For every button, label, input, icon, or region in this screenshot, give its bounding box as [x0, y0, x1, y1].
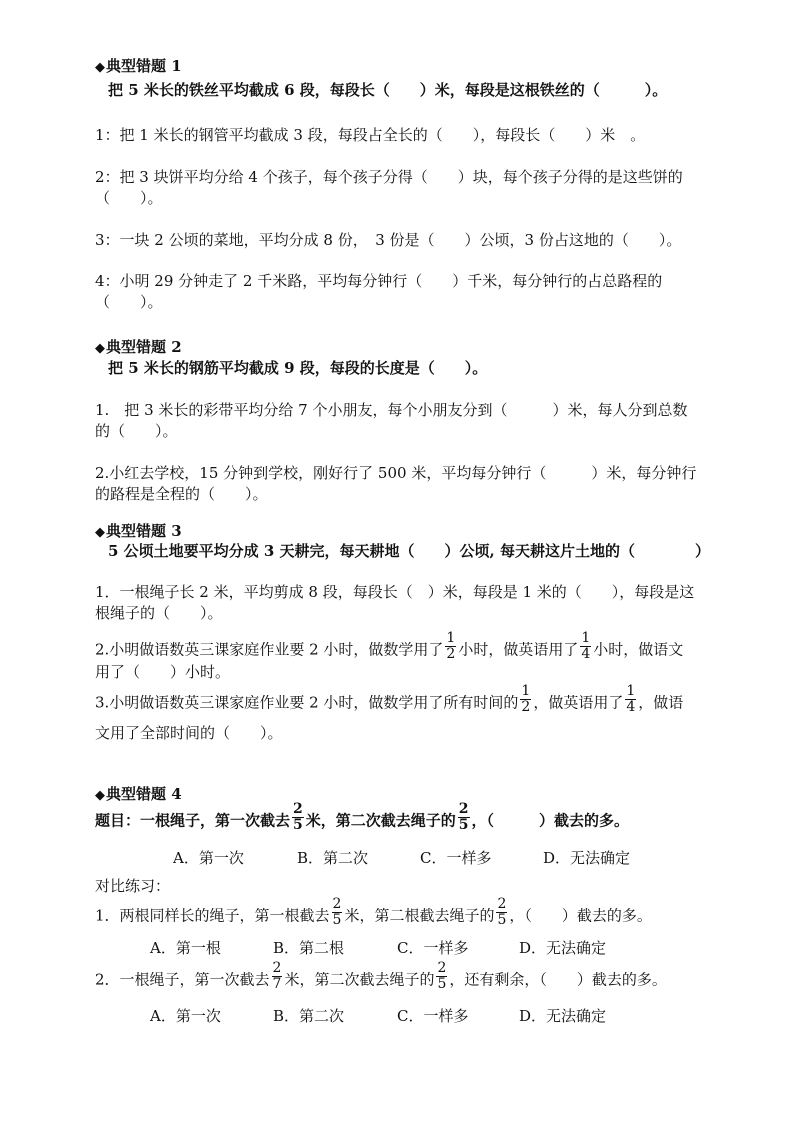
fraction-one-quarter: $\frac{1}{4}$ — [581, 630, 591, 662]
fraction-two-fifths: $\frac{2}{5}$ — [497, 896, 507, 928]
fraction-two-fifths: $\frac{2}{5}$ — [458, 801, 469, 833]
section-2-item-2-cont: 的路程是全程的（ ）。 — [95, 485, 268, 503]
section-3-q1-cont: 根绳子的（ ）。 — [95, 604, 223, 622]
section-3-q3: 3.小明做语数英三课家庭作业要 2 小时，做数学用了所有时间的 $\frac{1}{2}$ ，做英语用了 $\frac{1}{4}$ ，做语 — [95, 683, 684, 715]
section-1-item-2: 2：把 3 块饼平均分给 4 个孩子，每个孩子分得（ ）块，每个孩子分得的是这些饼的 — [95, 168, 683, 186]
section-2-item-1: 1. 把 3 米长的彩带平均分给 7 个小朋友，每个小朋友分到（ ）米，每人分到总数 — [95, 401, 688, 419]
option-b: B．第二根 — [273, 939, 345, 957]
fraction-one-quarter: $\frac{1}{4}$ — [626, 683, 636, 715]
section-2-item-2: 2.小红去学校，15 分钟到学校，刚好行了 500 米，平均每分钟行（ ）米，每分钟行 — [95, 464, 697, 482]
fraction-two-fifths: $\frac{2}{5}$ — [332, 896, 342, 928]
section-1-problem: 把 5 米长的铁丝平均截成 6 段，每段长（ ）米，每段是这根铁丝的（ ）。 — [108, 81, 668, 99]
section-2-item-1-cont: 的（ ）。 — [95, 422, 178, 440]
option-a: A．第一根 — [150, 939, 221, 957]
option-c: C．一样多 — [397, 939, 469, 957]
option-a: A．第一次 — [173, 849, 244, 867]
contrast-q2: 2．一根绳子，第一次截去 $\frac{2}{7}$ 米，第二次截去绳子的 $\frac{2}{5}$ ，还有剩余，（ ）截去的多。 — [95, 960, 667, 992]
section-2-problem: 把 5 米长的钢筋平均截成 9 段，每段的长度是（ ）。 — [108, 359, 488, 377]
section-1-item-2-cont: （ ）。 — [95, 189, 163, 207]
section-3-q2: 2.小明做语数英三课家庭作业要 2 小时，做数学用了 $\frac{1}{2}$ 小时，做英语用了 $\frac{1}{4}$ 小时，做语文 — [95, 630, 684, 662]
section-1-item-4-cont: （ ）。 — [95, 293, 163, 311]
option-b: B．第二次 — [297, 849, 369, 867]
section-3-problem: 5 公顷土地要平均分成 3 天耕完，每天耕地（ ）公顷, 每天耕这片土地的（ ） — [108, 542, 710, 560]
section-3-title: ◆典型错题 3 — [95, 522, 182, 540]
section-4-title: ◆典型错题 4 — [95, 785, 182, 803]
option-b: B．第二次 — [273, 1007, 345, 1025]
section-2-title: ◆典型错题 2 — [95, 338, 182, 356]
contrast-heading: 对比练习： — [95, 877, 171, 895]
section-3-q2-cont: 用了（ ）小时。 — [95, 663, 231, 681]
section-4-problem: 题目：一根绳子，第一次截去 $\frac{2}{5}$ 米，第二次截去绳子的 $\frac{2}{5}$ ，（ ）截去的多。 — [95, 801, 630, 833]
fraction-one-half: $\frac{1}{2}$ — [521, 683, 531, 715]
option-c: C．一样多 — [397, 1007, 469, 1025]
section-1-item-1: 1：把 1 米长的钢管平均截成 3 段，每段占全长的（ ），每段长（ ）米 。 — [95, 126, 646, 144]
option-d: D．无法确定 — [519, 1007, 607, 1025]
fraction-two-fifths: $\frac{2}{5}$ — [437, 960, 447, 992]
contrast-q1: 1．两根同样长的绳子，第一根截去 $\frac{2}{5}$ 米，第二根截去绳子的 $\frac{2}{5}$ ，（ ）截去的多。 — [95, 896, 652, 928]
option-c: C．一样多 — [420, 849, 492, 867]
option-d: D．无法确定 — [519, 939, 607, 957]
section-3-q1: 1．一根绳子长 2 米，平均剪成 8 段，每段长（ ）米，每段是 1 米的（ ），每段是这 — [95, 583, 695, 601]
fraction-one-half: $\frac{1}{2}$ — [446, 630, 456, 662]
fraction-two-fifths: $\frac{2}{5}$ — [293, 801, 303, 833]
option-a: A．第一次 — [150, 1007, 221, 1025]
section-1-item-4: 4：小明 29 分钟走了 2 千米路，平均每分钟行（ ）千米，每分钟行的占总路程的 — [95, 272, 663, 290]
option-d: D．无法确定 — [543, 849, 631, 867]
fraction-two-sevenths: $\frac{2}{7}$ — [272, 960, 282, 992]
section-1-title: ◆典型错题 1 — [95, 57, 182, 75]
section-3-q3-cont: 文用了全部时间的（ ）。 — [95, 724, 283, 742]
section-1-item-3: 3：一块 2 公顷的菜地，平均分成 8 份， 3 份是（ ）公顷，3 份占这地的（ ）。 — [95, 231, 682, 249]
